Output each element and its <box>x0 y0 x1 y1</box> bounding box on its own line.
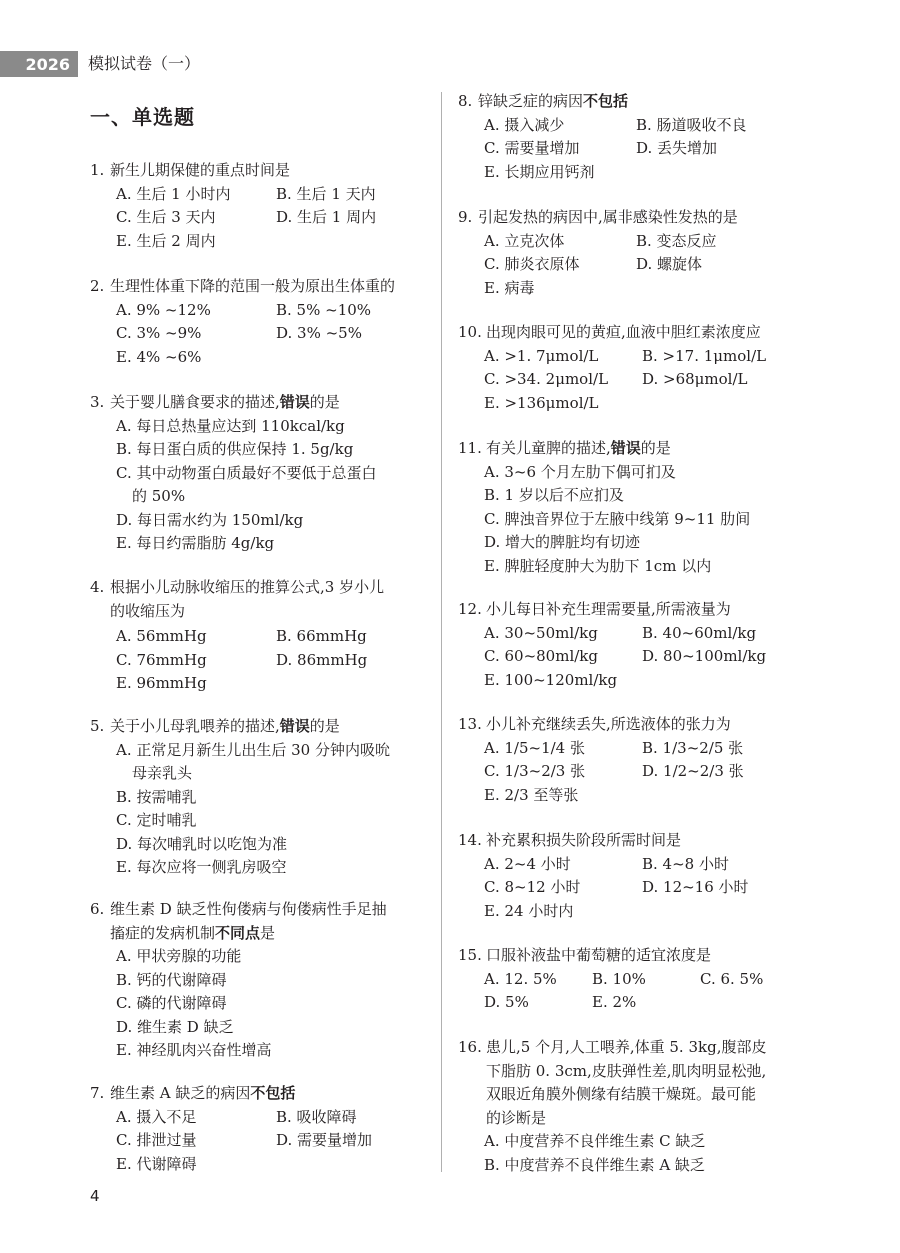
question-stem: 小儿补充继续丢失,所选液体的张力为 <box>486 715 731 733</box>
question-2 <box>90 275 430 369</box>
question-number: 8. <box>458 92 473 110</box>
option-d[interactable]: D. 丢失增加 <box>636 139 718 157</box>
option-b[interactable]: B. 4~8 小时 <box>642 854 729 873</box>
option-d[interactable]: D. 1/2~2/3 张 <box>642 762 744 780</box>
question-number: 1. <box>90 161 105 179</box>
option-d[interactable]: D. 86mmHg <box>276 650 368 669</box>
option-d[interactable]: D. 每次哺乳时以吃饱为准 <box>116 834 288 853</box>
option-a[interactable]: A. 30~50ml/kg <box>484 623 598 642</box>
year-label: 2026 <box>25 54 70 74</box>
question-number: 2. <box>90 277 105 295</box>
question-10 <box>458 321 798 415</box>
question-12 <box>458 598 798 692</box>
question-stem: 患儿,5 个月,人工喂养,体重 5. 3kg,腹部皮 下脂肪 0. 3cm,皮肤弹性差,肌肉明显松弛, 双眼近角膜外侧缘有结膜干燥斑。最可能 的诊断是 <box>486 1038 767 1127</box>
option-e[interactable]: E. 每日约需脂肪 4g/kg <box>116 534 275 552</box>
option-b[interactable]: B. 5% ~10% <box>276 300 372 319</box>
option-e[interactable]: E. 100~120ml/kg <box>484 670 618 689</box>
section-heading: 一、单选题 <box>90 105 195 129</box>
question-stem: 关于小儿母乳喂养的描述,错误的是 <box>110 717 340 735</box>
option-a[interactable]: A. >1. 7μmol/L <box>484 346 599 365</box>
option-b[interactable]: B. >17. 1μmol/L <box>642 346 767 365</box>
option-e[interactable]: E. 96mmHg <box>116 674 207 692</box>
question-stem: 维生素 A 缺乏的病因不包括 <box>110 1084 296 1102</box>
option-c[interactable]: C. 3% ~9% <box>116 324 202 342</box>
column-divider <box>441 92 442 1172</box>
question-5 <box>90 715 430 880</box>
option-b[interactable]: B. 10% <box>592 969 646 988</box>
option-a[interactable]: A. 立克次体 <box>484 231 565 250</box>
option-b[interactable]: B. 40~60ml/kg <box>642 623 757 642</box>
option-c[interactable]: C. 定时哺乳 <box>116 811 197 829</box>
option-b[interactable]: B. 肠道吸收不良 <box>636 115 747 134</box>
option-b[interactable]: B. 变态反应 <box>636 231 717 250</box>
option-c[interactable]: C. 肺炎衣原体 <box>484 255 580 273</box>
question-number: 6. <box>90 900 105 918</box>
question-stem: 维生素 D 缺乏性佝偻病与佝偻病性手足抽 搐症的发病机制不同点是 <box>110 900 387 942</box>
option-a[interactable]: A. 摄入减少 <box>484 115 565 134</box>
option-a[interactable]: A. 每日总热量应达到 110kcal/kg <box>116 416 345 435</box>
option-d[interactable]: D. 12~16 小时 <box>642 878 749 896</box>
question-stem: 根据小儿动脉收缩压的推算公式,3 岁小儿 的收缩压为 <box>110 578 385 620</box>
question-number: 5. <box>90 717 105 735</box>
option-c[interactable]: C. 1/3~2/3 张 <box>484 762 586 780</box>
question-15 <box>458 944 798 1015</box>
option-b[interactable]: B. 钙的代谢障碍 <box>116 970 227 989</box>
question-stem: 出现肉眼可见的黄疸,血液中胆红素浓度应 <box>486 323 761 341</box>
option-e[interactable]: E. 代谢障碍 <box>116 1154 197 1173</box>
question-stem: 生理性体重下降的范围一般为原出生体重的 <box>110 277 396 295</box>
question-stem: 引起发热的病因中,属非感染性发热的是 <box>478 208 738 226</box>
option-c[interactable]: C. 脾浊音界位于左腋中线第 9~11 肋间 <box>484 509 751 528</box>
option-c[interactable]: C. 76mmHg <box>116 650 207 669</box>
question-number: 16. <box>458 1038 482 1056</box>
question-number: 9. <box>458 208 473 226</box>
option-b[interactable]: B. 吸收障碍 <box>276 1107 357 1126</box>
option-e[interactable]: E. 2/3 至等张 <box>484 785 579 804</box>
question-7 <box>90 1082 430 1176</box>
question-9 <box>458 206 798 300</box>
option-a[interactable]: A. 12. 5% <box>484 969 557 988</box>
option-d[interactable]: D. 生后 1 周内 <box>276 208 377 226</box>
option-e[interactable]: E. 神经肌肉兴奋性增高 <box>116 1041 272 1059</box>
option-a[interactable]: A. 甲状旁腺的功能 <box>116 947 242 965</box>
year-tab <box>0 51 78 77</box>
question-number: 7. <box>90 1084 105 1102</box>
option-b[interactable]: B. 66mmHg <box>276 627 367 645</box>
option-c[interactable]: C. >34. 2μmol/L <box>484 370 609 388</box>
question-stem: 小儿每日补充生理需要量,所需液量为 <box>486 600 731 618</box>
question-number: 15. <box>458 946 482 964</box>
question-stem: 关于婴儿膳食要求的描述,错误的是 <box>110 393 340 411</box>
question-number: 3. <box>90 393 105 411</box>
page-number: 4 <box>90 1187 100 1205</box>
option-e[interactable]: E. 2% <box>592 993 637 1011</box>
question-8 <box>458 90 798 184</box>
option-a[interactable]: A. 中度营养不良伴维生素 C 缺乏 <box>484 1132 706 1150</box>
option-a[interactable]: A. 1/5~1/4 张 <box>484 738 585 757</box>
option-b[interactable]: B. 按需哺乳 <box>116 787 197 806</box>
option-a[interactable]: A. 56mmHg <box>116 627 207 645</box>
question-number: 12. <box>458 600 482 618</box>
option-e[interactable]: E. 长期应用钙剂 <box>484 162 595 181</box>
option-b[interactable]: B. 生后 1 天内 <box>276 184 376 203</box>
option-e[interactable]: E. 脾脏轻度肿大为肋下 1cm 以内 <box>484 556 712 575</box>
question-4 <box>90 576 430 696</box>
question-number: 10. <box>458 323 482 341</box>
option-d[interactable]: D. 3% ~5% <box>276 324 362 342</box>
option-d[interactable]: D. 80~100ml/kg <box>642 647 767 665</box>
question-11 <box>458 437 798 578</box>
option-c[interactable]: C. 6. 5% <box>700 969 764 988</box>
option-b[interactable]: B. 每日蛋白质的供应保持 1. 5g/kg <box>116 440 354 458</box>
option-d[interactable]: D. 需要量增加 <box>276 1131 373 1149</box>
option-d[interactable]: D. 每日需水约为 150ml/kg <box>116 510 304 529</box>
option-d[interactable]: D. 增大的脾脏均有切迹 <box>484 533 641 551</box>
option-a[interactable]: A. 2~4 小时 <box>484 854 571 873</box>
question-13 <box>458 713 798 807</box>
question-number: 13. <box>458 715 482 733</box>
option-d[interactable]: D. 维生素 D 缺乏 <box>116 1017 234 1036</box>
question-16 <box>458 1036 798 1177</box>
question-number: 4. <box>90 578 105 596</box>
option-c[interactable]: C. 磷的代谢障碍 <box>116 994 227 1012</box>
question-stem: 新生儿期保健的重点时间是 <box>110 161 291 179</box>
option-a[interactable]: A. 9% ~12% <box>116 300 211 319</box>
question-14 <box>458 829 798 923</box>
question-1 <box>90 159 430 253</box>
option-a[interactable]: A. 摄入不足 <box>116 1107 197 1126</box>
option-e[interactable]: E. 每次应将一侧乳房吸空 <box>116 858 287 876</box>
option-b[interactable]: B. 1 岁以后不应扪及 <box>484 486 624 504</box>
option-c[interactable]: C. 排泄过量 <box>116 1131 197 1149</box>
question-stem: 锌缺乏症的病因不包括 <box>478 92 629 110</box>
option-c[interactable]: C. 8~12 小时 <box>484 878 581 896</box>
option-d[interactable]: D. 5% <box>484 993 529 1011</box>
header-title: 模拟试卷（一） <box>88 54 201 73</box>
question-stem: 口服补液盐中葡萄糖的适宜浓度是 <box>486 946 712 964</box>
option-a[interactable]: A. 正常足月新生儿出生后 30 分钟内吸吮 母亲乳头 <box>116 740 390 782</box>
question-stem: 有关儿童脾的描述,错误的是 <box>486 439 671 457</box>
question-number: 14. <box>458 831 482 849</box>
question-6 <box>90 898 430 1063</box>
option-d[interactable]: D. >68μmol/L <box>642 370 748 388</box>
option-e[interactable]: E. 生后 2 周内 <box>116 231 216 250</box>
option-c[interactable]: C. 其中动物蛋白质最好不要低于总蛋白 的 50% <box>116 463 377 505</box>
option-d[interactable]: D. 螺旋体 <box>636 255 703 273</box>
option-a[interactable]: A. 3~6 个月左肋下偶可扪及 <box>484 462 676 481</box>
option-e[interactable]: E. 24 小时内 <box>484 901 574 920</box>
question-3 <box>90 391 430 556</box>
question-stem: 补充累积损失阶段所需时间是 <box>486 831 682 849</box>
question-number: 11. <box>458 439 482 457</box>
option-c[interactable]: C. 生后 3 天内 <box>116 208 216 226</box>
option-b[interactable]: B. 中度营养不良伴维生素 A 缺乏 <box>484 1155 705 1174</box>
option-c[interactable]: C. 需要量增加 <box>484 139 580 157</box>
option-e[interactable]: E. >136μmol/L <box>484 393 599 412</box>
option-a[interactable]: A. 生后 1 小时内 <box>116 184 231 203</box>
option-b[interactable]: B. 1/3~2/5 张 <box>642 738 744 757</box>
option-e[interactable]: E. 病毒 <box>484 278 535 297</box>
option-c[interactable]: C. 60~80ml/kg <box>484 647 598 665</box>
option-e[interactable]: E. 4% ~6% <box>116 347 202 366</box>
